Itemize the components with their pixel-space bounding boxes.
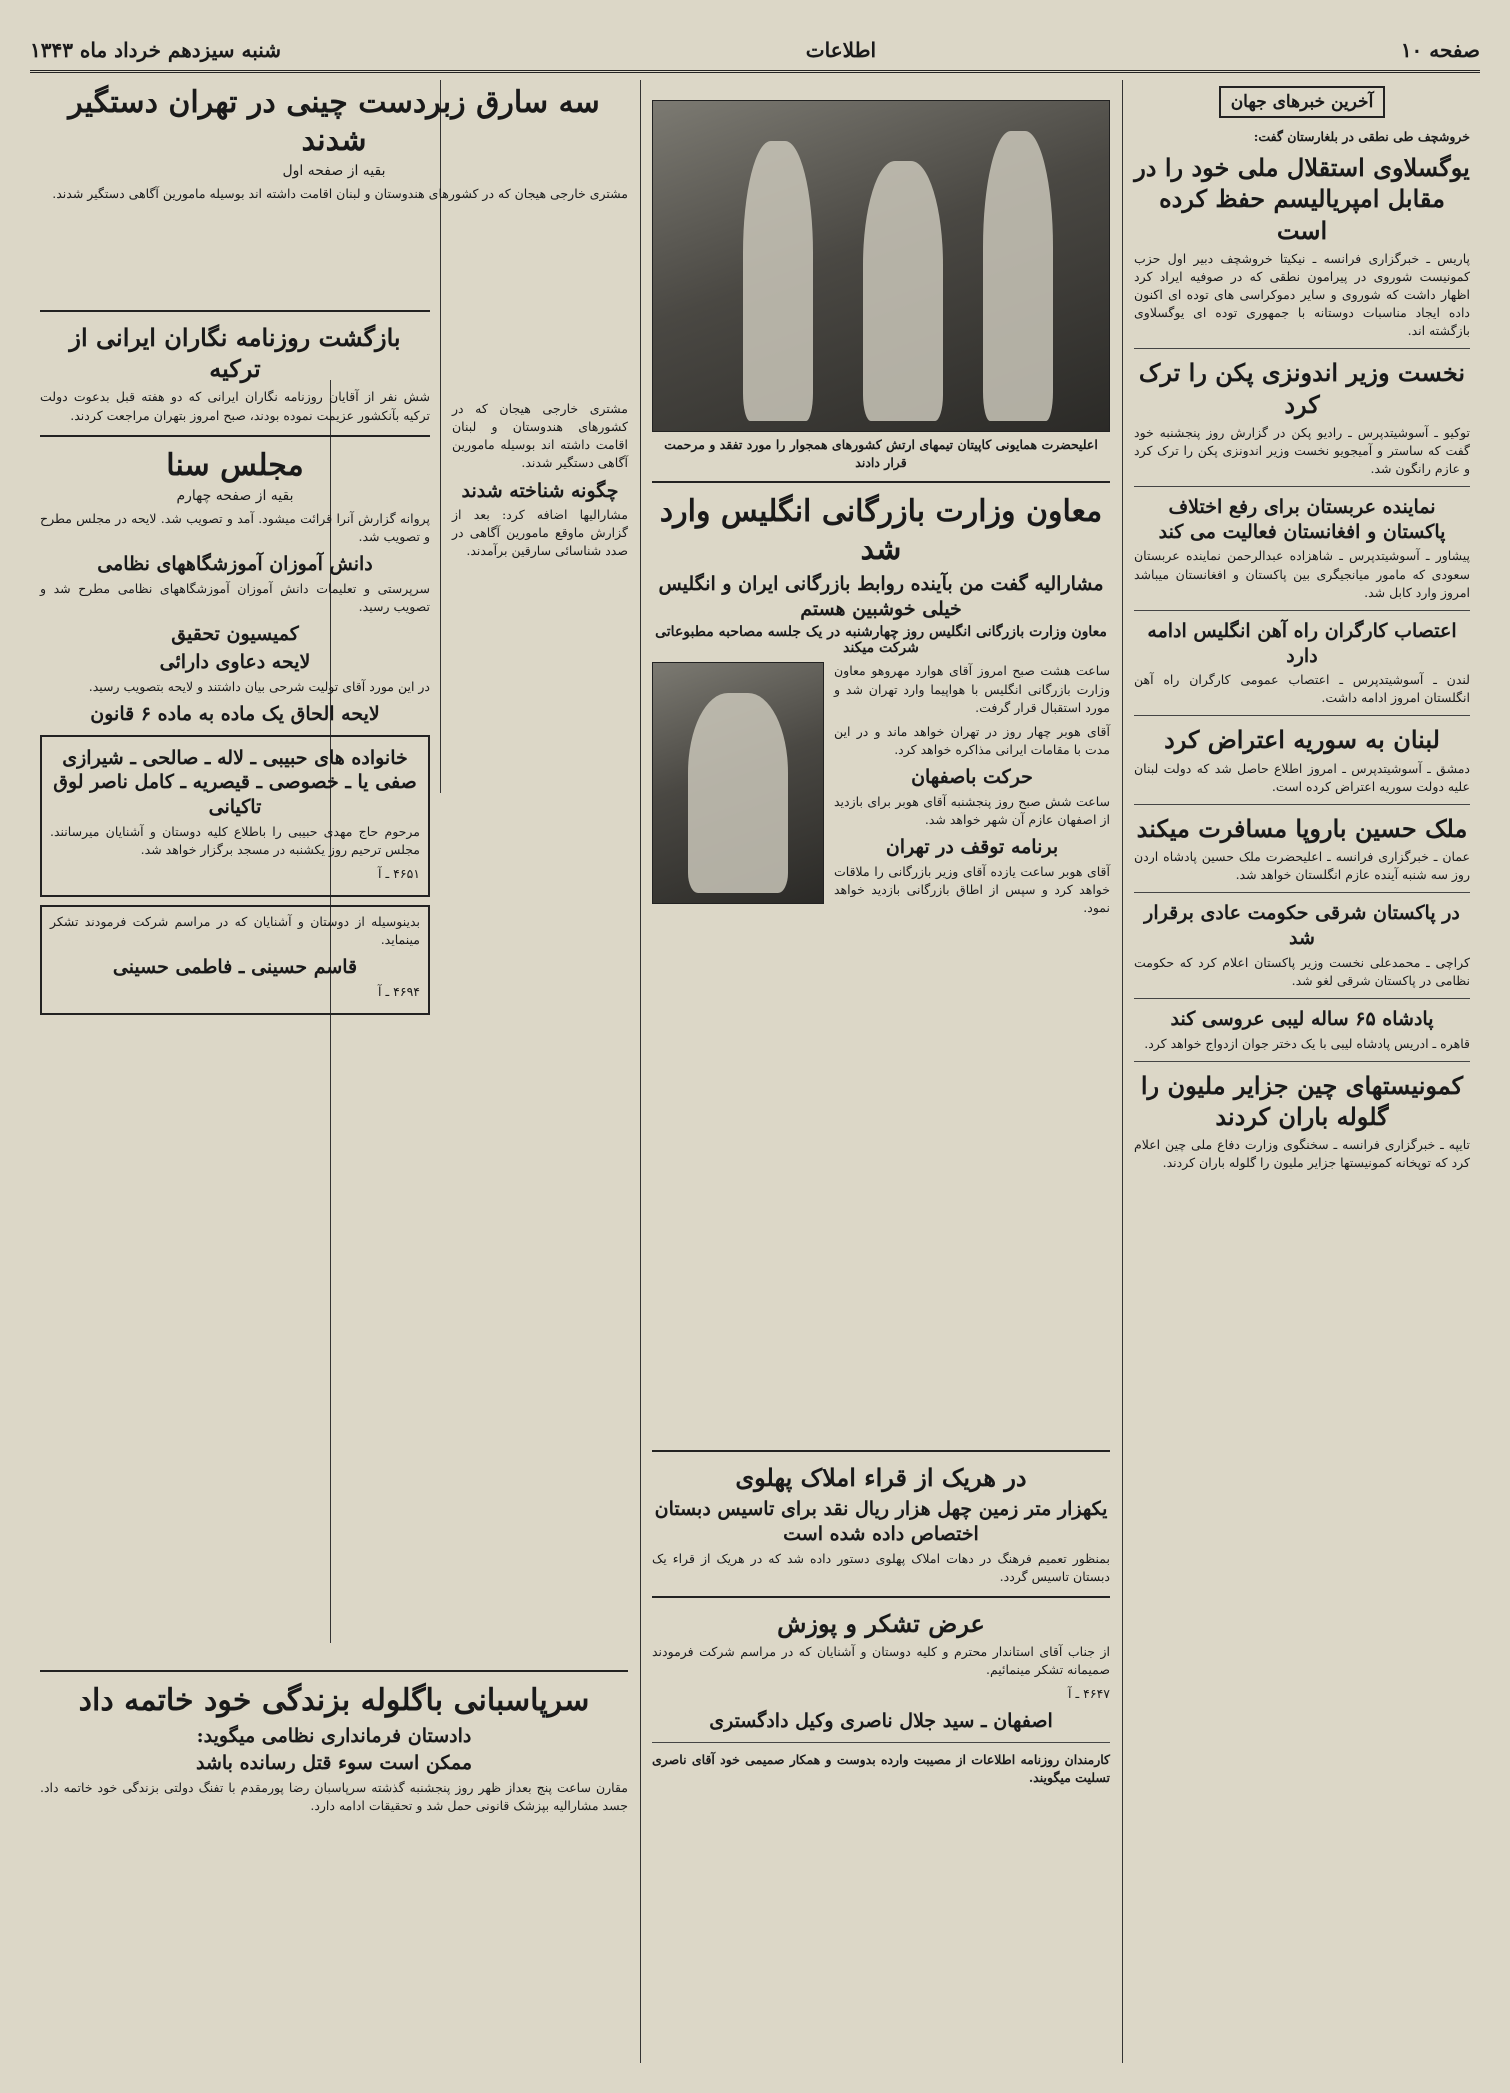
subhead: دانش آموزان آموزشگاههای نظامی	[97, 553, 373, 576]
left-column	[30, 300, 440, 1653]
ad-body: بدینوسیله از دوستان و آشنایان که در مراسم شرکت فرمودند تشکر مینماید.	[50, 913, 420, 948]
story-headline: بازگشت روزنامه نگاران ایرانی از ترکیه	[69, 323, 401, 384]
continued-note: بقیه از صفحه اول	[282, 163, 386, 179]
story-headline: سه سارق زبردست چینی در تهران دستگیر شدند	[68, 85, 600, 158]
story-body: قاهره ـ ادریس پادشاه لیبی با یک دختر جوان ازدواج خواهد کرد.	[1144, 1035, 1470, 1051]
story-body: پروانه گزارش آنرا قرائت میشود. آمد و تصویب شد. لایحه در مجلس مطرح و تصویب شد.	[40, 511, 430, 545]
story-body: از جناب آقای استاندار محترم و کلیه دوستان و آشنایان که در مراسم شرکت فرمودند صمیمانه تشکر مینمائیم.	[652, 1644, 1110, 1678]
story-body: تایپه ـ خبرگزاری فرانسه ـ سخنگوی وزارت دفاع ملی چین اعلام کرد که توپخانه کمونیستها جزایر ملیون را گلوله باران کردند.	[1134, 1137, 1470, 1171]
photo-caption: اعلیحضرت همایونی کاپیتان تیمهای ارتش کشورهای همجوار را مورد تفقد و مرحمت قرار دادند	[664, 437, 1098, 470]
story-headline: یوگسلاوی استقلال ملی خود را در مقابل امپریالیسم حفظ کرده است	[1134, 153, 1470, 245]
story-headline: در هریک از قراء املاک پهلوی	[735, 1463, 1027, 1492]
ad-code: ۴۶۹۴ ـ آ	[378, 983, 420, 999]
story-body: پاریس ـ خبرگزاری فرانسه ـ نیکیتا خروشچف دبیر اول حزب کمونیست شوروی در پیرامون نطقی که در صوفیه ایراد کرد اظهار داشت که شوروی و سایر دموکراسی های توده ای اکنون داده ایجاد مناسبات دوستانه با جمهوری توده ای یوگسلاوی بازگشته اند.	[1134, 250, 1470, 339]
story-body: آقای هوبر ساعت یازده آقای وزیر بازرگانی را ملاقات خواهد کرد و سپس از اطاق بازرگانی بازدید خواهد نمود.	[834, 863, 1110, 915]
subhead: لایحه الحاق یک ماده به ماده ۶ قانون	[90, 702, 380, 725]
story-headline: لبنان به سوریه اعتراض کرد	[1164, 725, 1440, 755]
story-body: سرپرستی و تعلیمات دانش آموزان آموزشگاههای نظامی مطرح شد و تصویب رسید.	[40, 581, 430, 615]
story-headline: اعتصاب کارگران راه آهن انگلیس ادامه دارد	[1147, 619, 1457, 667]
column-rule	[640, 80, 641, 2063]
pahlavi-estates-story	[642, 1440, 1120, 2063]
world-news-box-title: آخرین خبرهای جهان	[1219, 86, 1386, 118]
subhead: حرکت باصفهان	[911, 766, 1033, 788]
subhead: لایحه دعاوی دارائی	[159, 651, 311, 673]
masthead	[30, 30, 1480, 73]
ad-code: ۴۶۴۷ ـ آ	[1068, 1686, 1110, 1702]
ad-signature: قاسم حسینی ـ فاطمی حسینی	[112, 956, 358, 979]
subhead: چگونه شناخته شدند	[461, 479, 619, 502]
story-headline: نماینده عربستان برای رفع اختلاف پاکستان و افغانستان فعالیت می کند	[1158, 496, 1446, 543]
story-body: عمان ـ خبرگزاری فرانسه ـ اعلیحضرت ملک حسین پادشاه اردن روز سه شنبه آینده عازم انگلستان خواهد شد.	[1134, 849, 1470, 883]
story-body: کراچی ـ محمدعلی نخست وزیر پاکستان اعلام کرد که حکومت نظامی در پاکستان شرقی لغو شد.	[1134, 954, 1470, 988]
main-headline: معاون وزارت بازرگانی انگلیس وارد شد	[659, 494, 1103, 567]
subhead: کمیسیون تحقیق	[171, 623, 299, 646]
continued-note: بقیه از صفحه چهارم	[176, 488, 294, 505]
story-headline: در پاکستان شرقی حکومت عادی برقرار شد	[1144, 902, 1460, 949]
ad-body: مرحوم حاج مهدی حبیبی را باطلاع کلیه دوستان و آشنایان میرسانند. مجلس ترحیم روز یکشنبه در مسجد برگزار خواهد شد.	[50, 823, 420, 857]
story-body: دمشق ـ آسوشیتدپرس ـ امروز اطلاع حاصل شد که دولت لبنان علیه دولت سوریه اعتراض کرده است.	[1134, 760, 1470, 794]
story-body: آقای هوبر چهار روز در تهران خواهد ماند و در این مدت با مقامات ایرانی مذاکره خواهد کرد.	[834, 723, 1110, 757]
column-rule	[1122, 80, 1123, 2063]
issue-date: شنبه سیزدهم خرداد ماه ۱۳۴۳	[30, 38, 282, 62]
story-headline: سرپاسبانی باگلوله بزندگی خود خاتمه داد	[78, 1683, 590, 1718]
page-number: صفحه ١٠	[1400, 38, 1480, 62]
story-headline: پادشاه ۶۵ ساله لیبی عروسی کند	[1170, 1007, 1434, 1030]
story-body: مشتری خارجی هیجان که در کشورهای هندوستان و لبنان اقامت داشته اند بوسیله مامورین آگاهی دستگیر شدند.	[52, 186, 628, 201]
story-kicker: خروشچف طی نطقی در بلغارستان گفت:	[1253, 129, 1470, 144]
headline-deck: یکهزار متر زمین چهل هزار ریال نقد برای تاسیس دبستان اختصاص داده شده است	[654, 1498, 1108, 1545]
story-body: ساعت هشت صبح امروز آقای هوارد مهروهو معاون وزارت بازرگانی انگلیس با هواپیما وارد تهران شد و مورد استقبال قرار گرفت.	[834, 663, 1110, 715]
story-body: بمنظور تعمیم فرهنگ در دهات املاک پهلوی دستور داده شد که در هریک از قراء یک دبستان تاسیس گردد.	[652, 1550, 1110, 1584]
story-headline: نخست وزیر اندونزی پکن را ترک کرد	[1138, 358, 1466, 419]
condolence-ad	[40, 735, 430, 897]
thieves-continued	[442, 400, 638, 1433]
staff-note: کارمندان روزنامه اطلاعات از مصیبت وارده بدوست و همکار صمیمی خود آقای ناصری تسلیت میگویند.	[652, 1752, 1110, 1786]
story-body: ساعت شش صبح روز پنجشنبه آقای هوبر برای بازدید از اصفهان عازم آن شهر خواهد شد.	[834, 793, 1110, 827]
story-body: مشارالیها اضافه کرد: بعد از گزارش ماوقع مامورین آگاهی در صدد شناسائی سارقین برآمدند.	[452, 507, 628, 559]
story-body: لندن ـ آسوشیتدپرس ـ اعتصاب عمومی کارگران راه آهن انگلستان امروز ادامه داشت.	[1134, 672, 1470, 706]
thanks-ad	[40, 905, 430, 1015]
story-body: شش نفر از آقایان روزنامه نگاران ایرانی که دو هفته قبل بدعوت دولت ترکیه بآنکشور عزیمت نموده بودند، صبح امروز بتهران مراجعت کردند.	[40, 389, 430, 423]
story-headline: کمونیستهای چین جزایر ملیون را گلوله باران کردند	[1140, 1070, 1464, 1131]
thanks-headline: عرض تشکر و پوزش	[777, 1608, 985, 1638]
subhead: برنامه توقف در تهران	[885, 835, 1059, 858]
story-body: در این مورد آقای تولیت شرحی بیان داشتند و لایحه بتصویب رسید.	[88, 678, 430, 694]
senate-headline: مجلس سنا	[166, 447, 304, 483]
shah-photo	[652, 100, 1110, 432]
sergeant-story	[30, 1660, 638, 2063]
story-body: پیشاور ـ آسوشیتدپرس ـ شاهزاده عبدالرحمن نماینده عربستان سعودی که مامور میانجیگری بین پاکستان و افغانستان میباشد امروز وارد کابل شد.	[1134, 548, 1470, 600]
story-headline: ملک حسین باروپا مسافرت میکند	[1136, 813, 1468, 843]
trade-minister-column	[642, 80, 1120, 1433]
story-body: مشتری خارجی هیجان که در کشورهای هندوستان و لبنان اقامت داشته اند بوسیله مامورین آگاهی دستگیر شدند.	[452, 401, 628, 471]
headline-deck: ممکن است سوء قتل رسانده باشد	[196, 1752, 472, 1775]
paper-name: اطلاعات	[805, 38, 877, 62]
headline-deck: دادستان فرمانداری نظامی میگوید:	[196, 1724, 472, 1747]
portrait-photo	[652, 662, 824, 904]
headline-deck: مشارالیه گفت من بآینده روابط بازرگانی ایران و انگلیس خیلی خوشبین هستم	[658, 573, 1104, 620]
ad-title: خانواده های حبیبی ـ لاله ـ صالحی ـ شیرازی صفی یا ـ خصوصی ـ قیصریه ـ کامل ناصر لوق تاکیانی	[53, 746, 417, 818]
world-news-column	[1124, 80, 1480, 2063]
story-body: مقارن ساعت پنج بعداز ظهر روز پنجشنبه گذشته سرپاسبان رضا پورمقدم با تفنگ دولتی بزندگی خود خاتمه داد. جسد مشارالیه بپزشک قانونی حمل شد و تحقیقات ادامه دارد.	[40, 1779, 628, 1813]
story-body: توکیو ـ آسوشیتدپرس ـ رادیو پکن در گزارش روز پنجشنبه خود گفت که ساستر و آمیجویو نخست وزیر اندونزی پکن را ترک کرد و عازم رانگون شد.	[1134, 424, 1470, 476]
ad-code: ۴۶۵۱ ـ آ	[378, 865, 420, 881]
ad-signature: اصفهان ـ سید جلال ناصری وکیل دادگستری	[709, 1710, 1053, 1733]
headline-deck: معاون وزارت بازرگانی انگلیس روز چهارشنبه در یک جلسه مصاحبه مطبوعاتی شرکت میکند	[655, 624, 1107, 657]
